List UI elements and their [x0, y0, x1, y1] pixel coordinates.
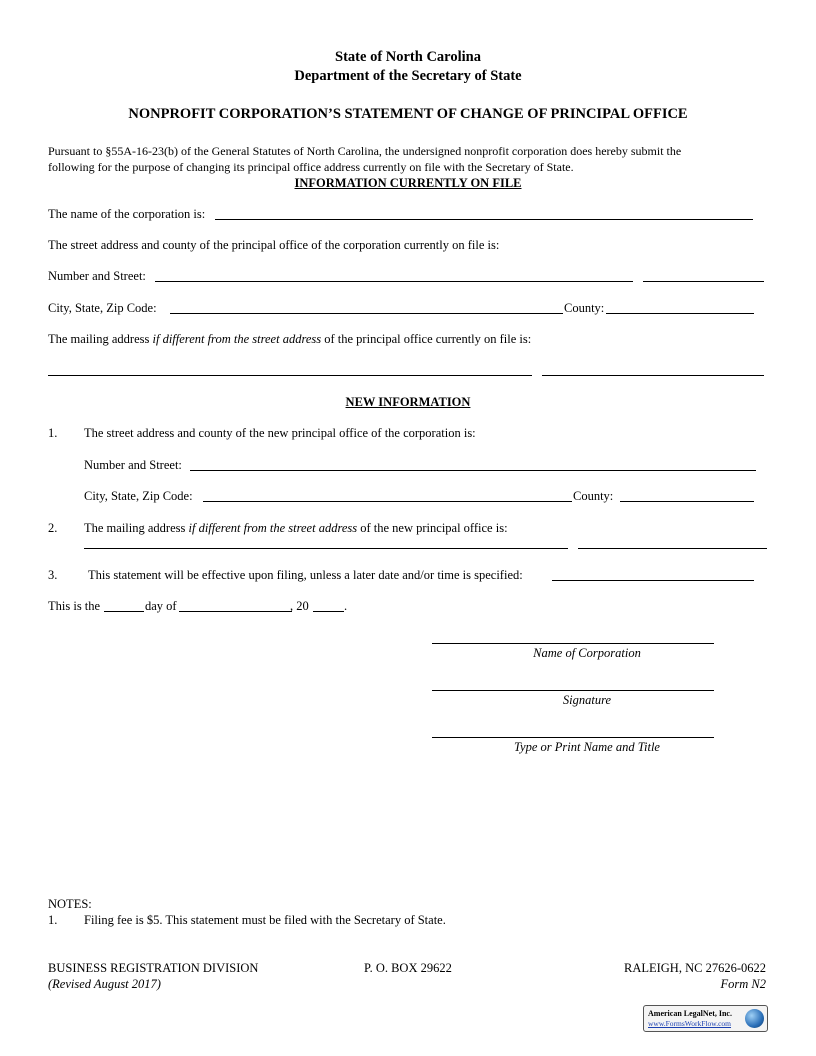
note1-number: 1. [48, 913, 58, 927]
signature-field[interactable] [432, 690, 714, 691]
current-mailing-post: of the principal office currently on file is: [321, 332, 532, 346]
date-this-is-the: This is the [48, 599, 101, 613]
state-heading: State of North Carolina [335, 49, 481, 65]
item2-post: of the new principal office is: [357, 521, 508, 535]
item3-number: 3. [48, 568, 58, 582]
corp-name-signature-field[interactable] [432, 643, 714, 644]
current-street-field[interactable] [155, 281, 633, 282]
date-day-of: day of [145, 599, 177, 613]
item3-text: This statement will be effective upon filing, unless a later date and/or time is specified: [88, 568, 523, 582]
footer-po-box: P. O. BOX 29622 [364, 961, 452, 975]
current-info-heading: INFORMATION CURRENTLY ON FILE [294, 176, 522, 190]
name-of-corporation-caption: Name of Corporation [533, 646, 641, 660]
day-field[interactable] [104, 611, 144, 612]
globe-icon [745, 1009, 764, 1028]
date-end: . [344, 599, 348, 613]
item2-number: 2. [48, 521, 58, 535]
current-street-extra-field[interactable] [643, 281, 764, 282]
department-heading: Department of the Secretary of State [294, 68, 522, 84]
new-street-field[interactable] [190, 470, 756, 471]
footer-revised: (Revised August 2017) [48, 977, 161, 991]
footer-city: RALEIGH, NC 27626-0622 [623, 961, 766, 975]
new-city-field[interactable] [203, 501, 572, 502]
effective-date-field[interactable] [552, 580, 754, 581]
intro-line-2: following for the purpose of changing its principal office address currently on file with the Secretary of State. [48, 160, 574, 174]
date-year-prefix: , 20 [290, 599, 309, 613]
logo-company: American LegalNet, Inc. [648, 1009, 732, 1018]
current-city-label: City, State, Zip Code: [48, 301, 157, 315]
item2-pre: The mailing address [84, 521, 189, 535]
new-county-field[interactable] [620, 501, 754, 502]
footer-division: BUSINESS REGISTRATION DIVISION [48, 961, 259, 975]
new-number-street-label: Number and Street: [84, 458, 182, 472]
current-mailing-field[interactable] [48, 375, 532, 376]
new-info-heading: NEW INFORMATION [345, 395, 471, 409]
logo-url[interactable]: www.FormsWorkFlow.com [648, 1019, 732, 1028]
new-county-label: County: [573, 489, 614, 503]
print-name-caption: Type or Print Name and Title [514, 740, 660, 754]
new-city-label: City, State, Zip Code: [84, 489, 193, 503]
current-mailing-extra-field[interactable] [542, 375, 764, 376]
corp-name-label: The name of the corporation is: [48, 207, 206, 221]
notes-heading: NOTES: [48, 897, 92, 911]
new-mailing-extra-field[interactable] [578, 548, 767, 549]
current-street-county-label: The street address and county of the principal office of the corporation currently on file is: [48, 238, 500, 252]
item1-text: The street address and county of the new principal office of the corporation is: [84, 426, 476, 440]
corp-name-field[interactable] [215, 219, 753, 220]
intro-line-1: Pursuant to §55A-16-23(b) of the General Statutes of North Carolina, the undersigned nonprofit corporation does hereby submit the [48, 144, 682, 158]
current-mailing-ital: if different from the street address [152, 332, 322, 346]
year-field[interactable] [313, 611, 344, 612]
footer-form-id: Form N2 [720, 977, 766, 991]
new-mailing-field[interactable] [84, 548, 568, 549]
current-mailing-pre: The mailing address [48, 332, 153, 346]
american-legalnet-logo[interactable] [643, 1005, 768, 1032]
note1-text: Filing fee is $5. This statement must be filed with the Secretary of State. [84, 913, 446, 927]
current-county-label: County: [564, 301, 605, 315]
item2-ital: if different from the street address [188, 521, 358, 535]
current-mailing-label [48, 332, 531, 347]
item2-text [84, 521, 508, 536]
current-number-street-label: Number and Street: [48, 269, 146, 283]
print-name-field[interactable] [432, 737, 714, 738]
item1-number: 1. [48, 426, 58, 440]
month-field[interactable] [179, 611, 292, 612]
signature-caption: Signature [562, 693, 612, 707]
current-city-field[interactable] [170, 313, 563, 314]
form-title: NONPROFIT CORPORATION’S STATEMENT OF CHANGE OF PRINCIPAL OFFICE [128, 106, 688, 122]
current-county-field[interactable] [606, 313, 754, 314]
